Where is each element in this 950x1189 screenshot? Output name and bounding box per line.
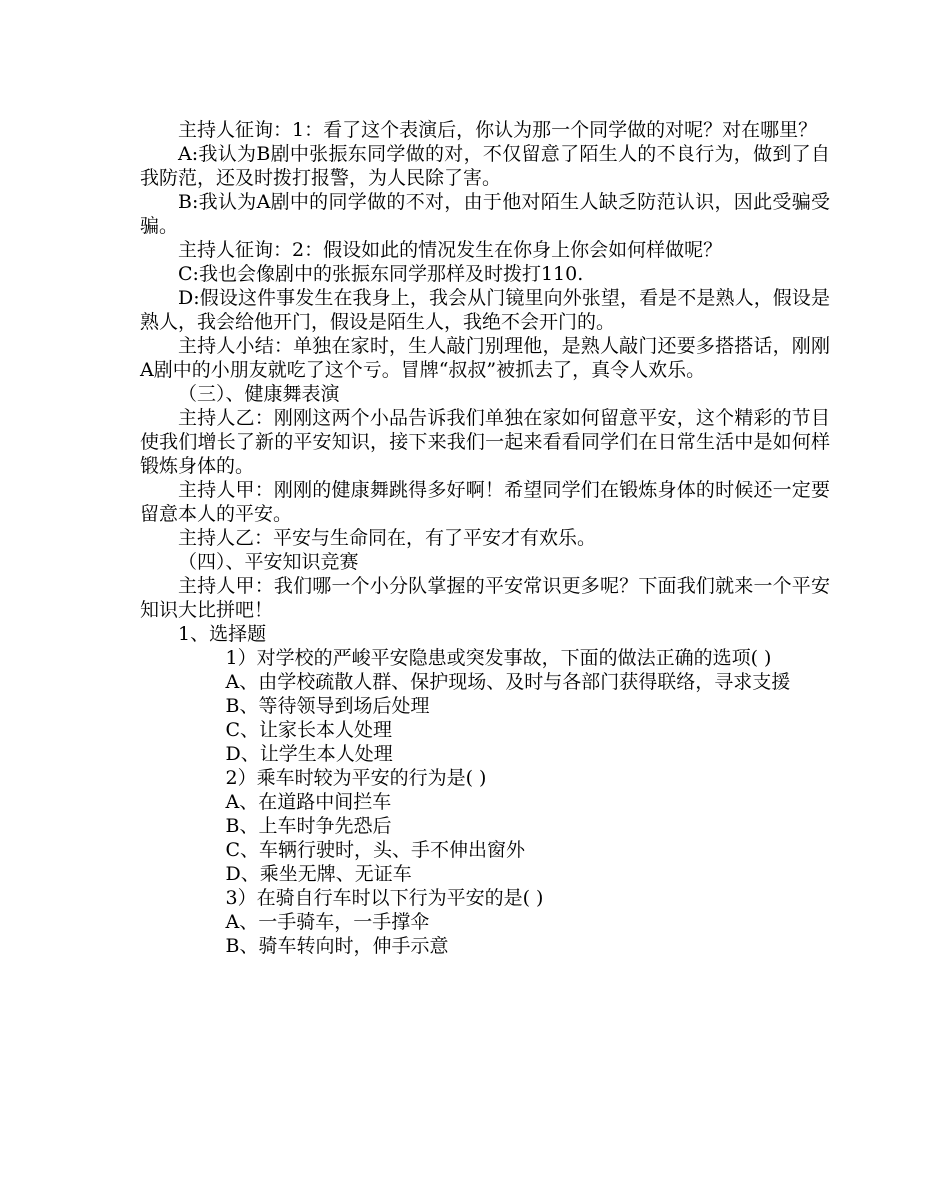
question-option: B、骑车转向时，伸手示意	[225, 935, 449, 957]
question-option: D、乘坐无牌、无证车	[225, 863, 412, 885]
question-option: C、让家长本人处理	[225, 719, 393, 741]
paragraph: 主持人甲：刚刚的健康舞跳得多好啊！希望同学们在锻炼身体的时候还一定要留意本人的平安。	[140, 479, 830, 525]
question-option: D、让学生本人处理	[225, 743, 393, 765]
paragraph: 主持人乙：刚刚这两个小品告诉我们单独在家如何留意平安，这个精彩的节目使我们增长了新的平安知识，接下来我们一起来看看同学们在日常生活中是如何样锻炼身体的。	[140, 407, 830, 477]
question-option: B、上车时争先恐后	[225, 815, 392, 837]
section-heading: （四）、平安知识竞赛	[178, 551, 359, 573]
paragraph: 主持人征询：1：看了这个表演后，你认为那一个同学做的对呢？对在哪里？	[178, 119, 818, 141]
question-stem: 2）乘车时较为平安的行为是( )	[225, 767, 487, 789]
question-stem: 1）对学校的严峻平安隐患或突发事故，下面的做法正确的选项( )	[225, 647, 772, 669]
question-option: A、在道路中间拦车	[225, 791, 392, 813]
question-option: A、一手骑车，一手撑伞	[225, 911, 430, 933]
paragraph: 主持人小结：单独在家时，生人敲门别理他，是熟人敲门还要多搭搭话，刚刚A剧中的小朋友就吃了这个亏。冒牌“叔叔”被抓去了，真令人欢乐。	[140, 335, 830, 381]
paragraph: D:假设这件事发生在我身上，我会从门镜里向外张望，看是不是熟人，假设是熟人，我会给他开门，假设是陌生人，我绝不会开门的。	[140, 287, 830, 333]
document-page	[140, 118, 830, 958]
paragraph: 主持人甲：我们哪一个小分队掌握的平安常识更多呢？下面我们就来一个平安知识大比拼吧！	[140, 575, 830, 621]
question-option: B、等待领导到场后处理	[225, 695, 430, 717]
subsection-heading: 1、选择题	[178, 623, 267, 645]
question-option: A、由学校疏散人群、保护现场、及时与各部门获得联络，寻求支援	[225, 671, 791, 693]
question-stem: 3）在骑自行车时以下行为平安的是( )	[225, 887, 544, 909]
question-option: C、车辆行驶时，头、手不伸出窗外	[225, 839, 526, 861]
paragraph: A:我认为B剧中张振东同学做的对，不仅留意了陌生人的不良行为，做到了自我防范，还及时拨打报警，为人民除了害。	[140, 143, 830, 189]
paragraph: 主持人乙：平安与生命同在，有了平安才有欢乐。	[178, 527, 597, 549]
section-heading: （三）、健康舞表演	[178, 383, 340, 405]
paragraph: C:我也会像剧中的张振东同学那样及时拨打110.	[178, 263, 584, 285]
paragraph: B:我认为A剧中的同学做的不对，由于他对陌生人缺乏防范认识，因此受骗受骗。	[140, 191, 830, 237]
paragraph: 主持人征询：2：假设如此的情况发生在你身上你会如何样做呢？	[178, 239, 723, 261]
